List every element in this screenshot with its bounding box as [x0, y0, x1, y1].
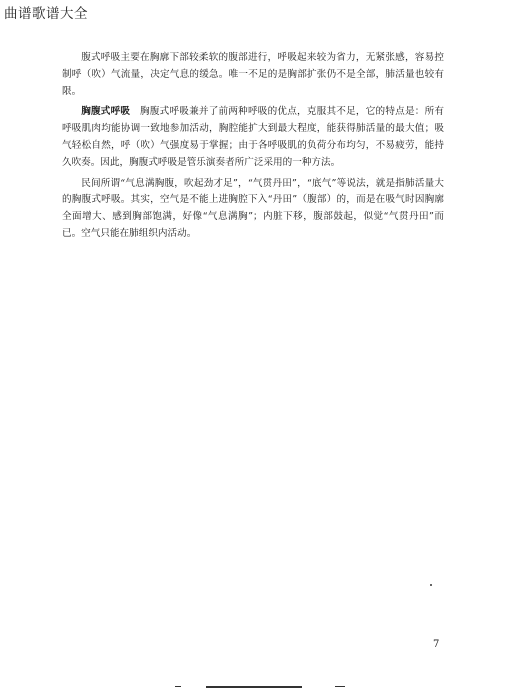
paragraph	[62, 50, 444, 100]
scan-artifact-line	[206, 686, 302, 688]
site-title: 曲谱歌谱大全	[4, 6, 88, 22]
page-number: 7	[433, 639, 440, 650]
paragraph-text: 胸腹式呼吸兼并了前两种呼吸的优点，克服其不足，它的特点是：所有呼吸肌肉均能协调一致地参加活动，胸腔能扩大到最大程度，能获得肺活量的最大值；吸气轻松自然，呼（吹）气强度易于掌握；由于各呼吸肌的负荷分布均匀，不易疲劳，能持久吹奏。因此，胸腹式呼吸是管乐演奏者所广泛采用的一种方法。	[62, 106, 445, 168]
paragraph	[62, 176, 444, 243]
scan-artifact-line	[175, 686, 181, 687]
paragraph-text: 民间所谓“气息满胸腹，吹起劲才足”，“气贯丹田”，“底气”等说法，就是指肺活量大的胸腹式呼吸。其实，空气是不能上进胸腔下入“丹田”（腹部）的，而是在吸气时因胸廓全面增大、感到胸部饱满，好像“气息满胸”；内脏下移，腹部鼓起，似觉“气贯丹田”而已。空气只能在肺组织内活动。	[62, 177, 444, 239]
scan-speck	[430, 584, 432, 586]
paragraph-term: 胸腹式呼吸	[81, 106, 131, 118]
paragraph	[62, 104, 444, 171]
scan-artifact-line	[335, 686, 345, 687]
page-body	[62, 50, 444, 247]
paragraph-text: 腹式呼吸主要在胸廓下部较柔软的腹部进行，呼吸起来较为省力，无紧张感，容易控制呼（吹）气流量，决定气息的缓急。唯一不足的是胸部扩张仍不是全部，肺活量也较有限。	[62, 52, 444, 97]
